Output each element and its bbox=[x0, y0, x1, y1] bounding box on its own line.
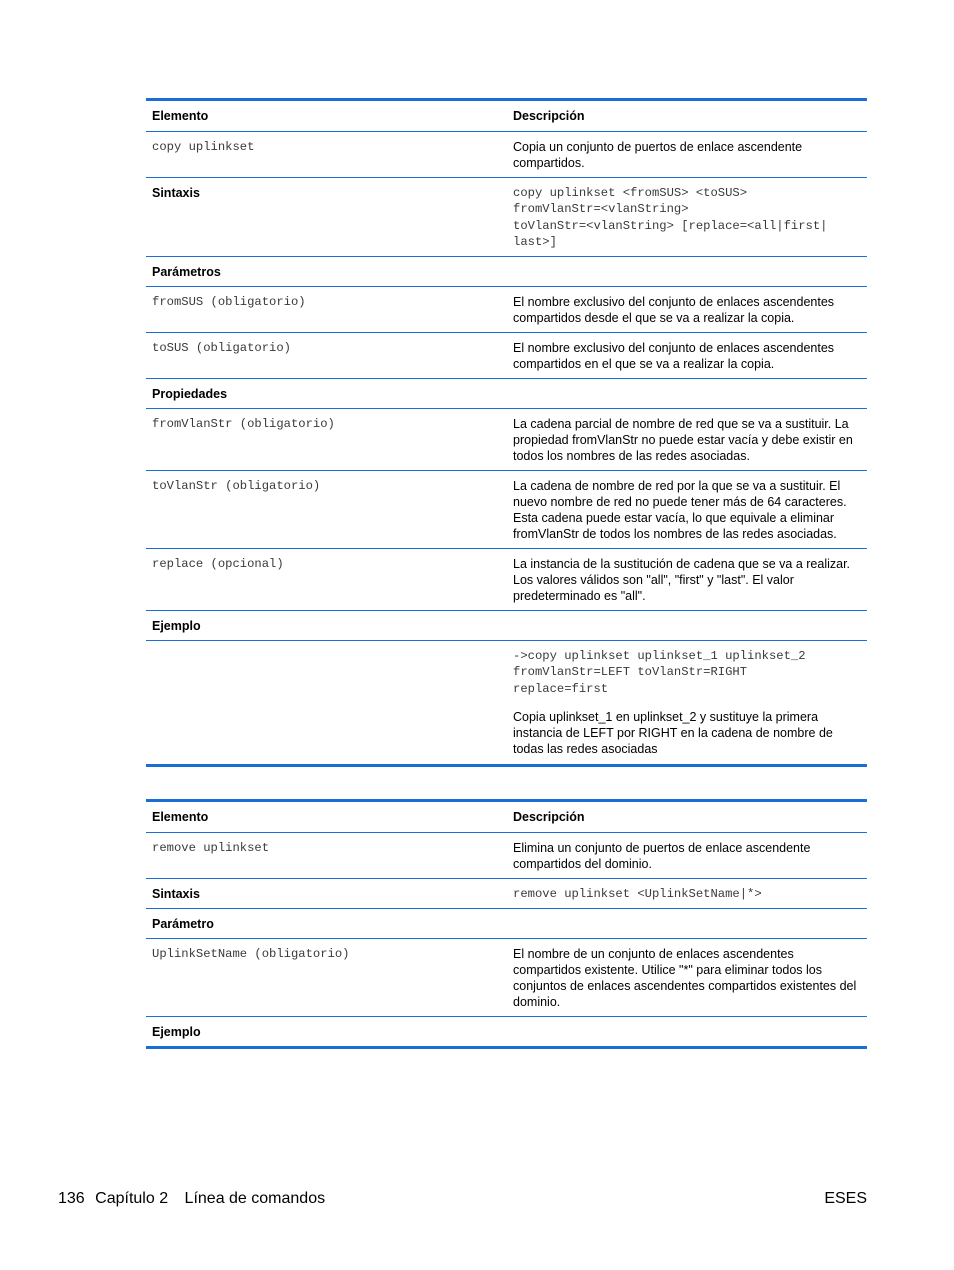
param-description: El nombre exclusivo del conjunto de enlaces ascendentes compartidos en el que se va a realizar la copia. bbox=[513, 341, 835, 372]
chapter-title: Línea de comandos bbox=[184, 1190, 326, 1207]
table-row bbox=[146, 879, 867, 909]
property-description: La instancia de la sustitución de cadena que se va a realizar. Los valores válidos son "all", "first" y "last". El valor predeterminado es "all". bbox=[513, 557, 851, 604]
remove-uplinkset-table bbox=[146, 799, 867, 1049]
table-row bbox=[146, 833, 867, 879]
param-name: toSUS (obligatorio) bbox=[152, 341, 291, 356]
table-row bbox=[146, 287, 867, 333]
table-header-row bbox=[146, 100, 867, 132]
properties-label: Propiedades bbox=[152, 387, 228, 402]
param-description: El nombre de un conjunto de enlaces ascendentes compartidos existente. Utilice "*" para eliminar todos los conjuntos de enlaces ascendentes compartidos existentes del dominio. bbox=[513, 947, 857, 1010]
section-row bbox=[146, 909, 867, 939]
command-name: remove uplinkset bbox=[152, 841, 270, 855]
param-name: UplinkSetName (obligatorio) bbox=[152, 947, 350, 962]
section-row bbox=[146, 379, 867, 409]
property-description: La cadena de nombre de red por la que se va a sustituir. El nuevo nombre de red no puede tener más de 64 caracteres. Esta cadena puede estar vacía, lo que equivale a eliminar fromVlanStr de todos los nombres de las redes asociadas. bbox=[513, 479, 847, 542]
copy-uplinkset-table bbox=[146, 98, 867, 767]
example-description: Copia uplinkset_1 en uplinkset_2 y sustituye la primera instancia de LEFT por RIGHT en la cadena de nombre de todas las redes asociadas bbox=[513, 710, 833, 757]
header-element: Elemento bbox=[152, 810, 209, 824]
syntax-label: Sintaxis bbox=[152, 887, 200, 901]
table-row bbox=[146, 132, 867, 178]
property-name: fromVlanStr (obligatorio) bbox=[152, 417, 335, 432]
table-row bbox=[146, 641, 867, 766]
table-row bbox=[146, 471, 867, 549]
example-code: ->copy uplinkset uplinkset_1 uplinkset_2 fromVlanStr=LEFT toVlanStr=RIGHT replace=first bbox=[513, 649, 806, 696]
section-row bbox=[146, 1017, 867, 1048]
section-row bbox=[146, 257, 867, 287]
command-name: copy uplinkset bbox=[152, 140, 255, 154]
footer-left bbox=[58, 1190, 331, 1208]
property-description: La cadena parcial de nombre de red que se va a sustituir. La propiedad fromVlanStr no puede estar vacía y debe existir en todos los nombres de las redes asociadas. bbox=[513, 417, 853, 464]
footer-right: ESES bbox=[824, 1190, 867, 1207]
command-description: Elimina un conjunto de puertos de enlace ascendente compartidos del dominio. bbox=[513, 841, 811, 871]
param-description: El nombre exclusivo del conjunto de enlaces ascendentes compartidos desde el que se va a realizar la copia. bbox=[513, 295, 835, 326]
table-row bbox=[146, 178, 867, 257]
table-row bbox=[146, 409, 867, 471]
parameter-label: Parámetro bbox=[152, 917, 214, 932]
header-description: Descripción bbox=[513, 810, 585, 824]
property-name: toVlanStr (obligatorio) bbox=[152, 479, 321, 494]
syntax-value: remove uplinkset <UplinkSetName|*> bbox=[513, 887, 762, 901]
header-element: Elemento bbox=[152, 109, 209, 123]
table-row bbox=[146, 333, 867, 379]
param-name: fromSUS (obligatorio) bbox=[152, 295, 306, 310]
page-number: 136 bbox=[58, 1190, 85, 1207]
example-label: Ejemplo bbox=[152, 1025, 201, 1040]
property-name: replace (opcional) bbox=[152, 557, 284, 572]
syntax-value: copy uplinkset <fromSUS> <toSUS> fromVlanStr=<vlanString> toVlanStr=<vlanString> [replace=<all|first| last>] bbox=[513, 186, 828, 249]
example-label: Ejemplo bbox=[152, 619, 201, 634]
command-description: Copia un conjunto de puertos de enlace ascendente compartidos. bbox=[513, 140, 803, 170]
page-footer bbox=[58, 1190, 867, 1208]
table-row bbox=[146, 549, 867, 611]
table-row bbox=[146, 939, 867, 1017]
chapter-label: Capítulo 2 bbox=[95, 1190, 169, 1207]
table-header-row bbox=[146, 801, 867, 833]
section-row bbox=[146, 611, 867, 641]
header-description: Descripción bbox=[513, 109, 585, 123]
parameters-label: Parámetros bbox=[152, 265, 221, 280]
syntax-label: Sintaxis bbox=[152, 186, 200, 200]
